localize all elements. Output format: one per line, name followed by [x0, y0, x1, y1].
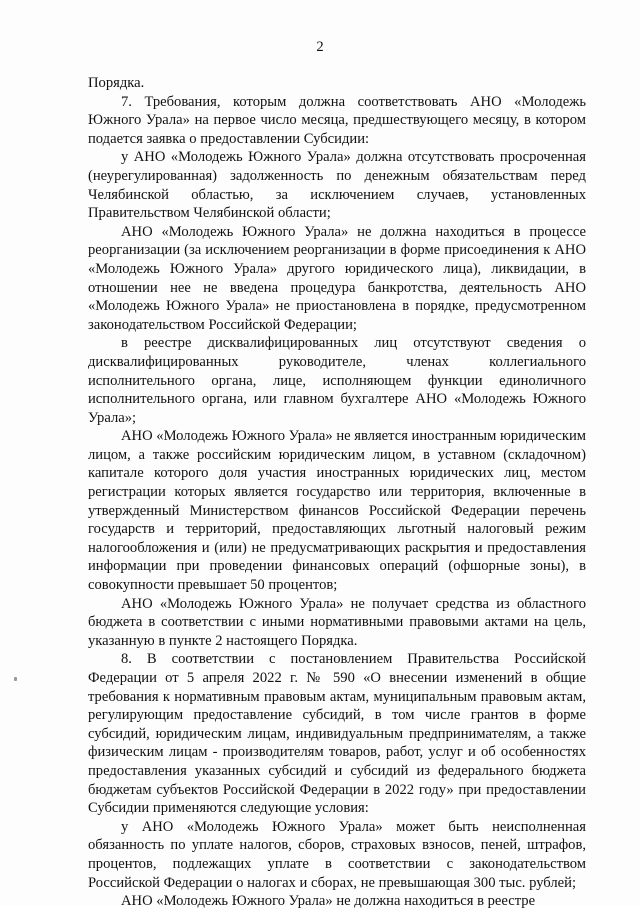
paragraph-requirement-disqualified: в реестре дисквалифицированных лиц отсутствуют сведения о дисквалифицированных руководителе, членах коллегиального исполнительного органа, лице, исполняющем функции единоличного исполнительного органа, или главном бухгалтере АНО «Молодежь Южного Урала»;	[88, 335, 586, 426]
paragraph-condition-taxes: у АНО «Молодежь Южного Урала» может быть неисполненная обязанность по уплате налогов, сборов, страховых взносов, пеней, штрафов, процентов, подлежащих уплате в соответствии с законодательством Российской Федерации о налогах и сборах, не превышающая 300 тыс. рублей;	[88, 818, 586, 891]
paragraph-requirement-other-funds: АНО «Молодежь Южного Урала» не получает средства из областного бюджета в соответствии с иными нормативными правовыми актами на цель, указанную в пункте 2 настоящего Порядка.	[88, 595, 586, 649]
paragraph-requirement-reorganization: АНО «Молодежь Южного Урала» не должна находиться в процессе реорганизации (за исключением реорганизации в форме присоединения к АНО «Молодежь Южного Урала» другого юридического лица), ликвидации, в отношении нее не введена процедура банкротства, деятельность АНО «Молодежь Южного Урала» не приостановлена в порядке, предусмотренном законодательством Российской Федерации;	[88, 223, 586, 333]
paragraph-item-7: 7. Требования, которым должна соответствовать АНО «Молодежь Южного Урала» на первое число месяца, предшествующего месяцу, в котором подается заявка о предоставлении Субсидии:	[88, 93, 586, 147]
paragraph-item-8: 8. В соответствии с постановлением Правительства Российской Федерации от 5 апреля 2022 г. № 590 «О внесении изменений в общие требования к нормативным правовым актам, муниципальным правовым актам, регулирующим предоставление субсидий, в том числе грантов в форме субсидий, юридическим лицам, индивидуальным предпринимателям, а также физическим лицам - производителям товаров, работ, услуг и об особенностях предоставления указанных субсидий и субсидий из федерального бюджета бюджетам субъектов Российской Федерации в 2022 году» при предоставлении Субсидии применяются следующие условия:	[88, 651, 586, 817]
page-number: 2	[316, 39, 324, 55]
paragraph-requirement-debt: у АНО «Молодежь Южного Урала» должна отсутствовать просроченная (неурегулированная) задолженность по денежным обязательствам перед Челябинской областью, за исключением случаев, установленных Правительством Челябинской области;	[88, 149, 586, 222]
document-body	[88, 74, 586, 911]
margin-mark	[14, 677, 17, 681]
paragraph-condition-registry: АНО «Молодежь Южного Урала» не должна находиться в реестре	[121, 893, 536, 910]
paragraph-continuation: Порядка.	[88, 75, 145, 91]
paragraph-requirement-foreign: АНО «Молодежь Южного Урала» не является иностранным юридическим лицом, а также российским юридическим лицом, в уставном (складочном) капитале которого доля участия иностранных юридических лиц, местом регистрации которых является государство или территория, включенные в утвержденный Министерством финансов Российской Федерации перечень государств и территорий, предоставляющих льготный налоговый режим налогообложения и (или) не предусматривающих раскрытия и предоставления информации при проведении финансовых операций (офшорные зоны), в совокупности превышает 50 процентов;	[88, 428, 586, 594]
